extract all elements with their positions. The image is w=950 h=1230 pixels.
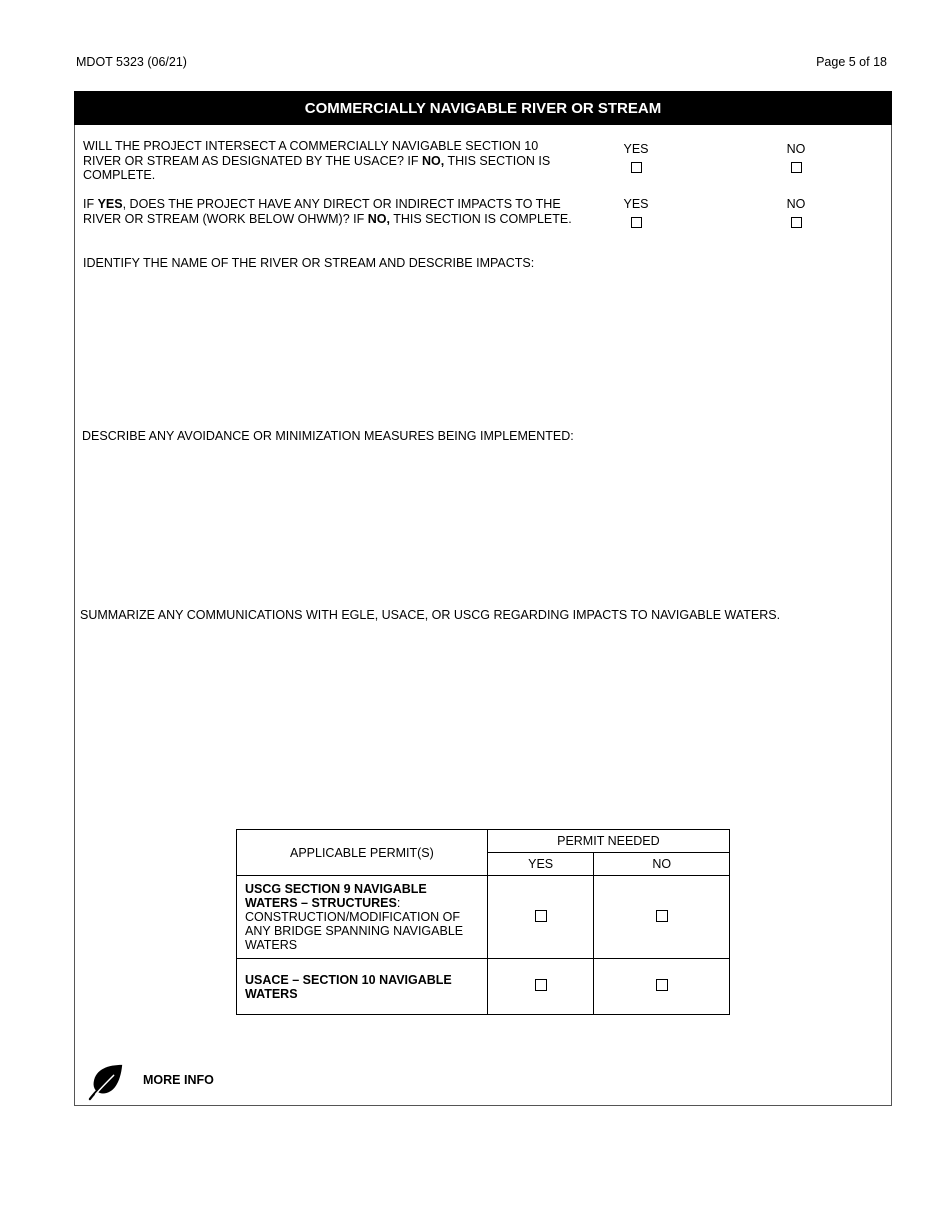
form-id: MDOT 5323 (06/21) [76, 55, 187, 69]
avoidance-label: DESCRIBE ANY AVOIDANCE OR MINIMIZATION MEASURES BEING IMPLEMENTED: [82, 429, 574, 443]
table-row [237, 959, 730, 1015]
q2-yes-label: YES [623, 197, 649, 211]
q2-no-option[interactable] [766, 197, 826, 231]
usace-no-cell[interactable] [594, 959, 730, 1015]
q2-no-checkbox[interactable] [791, 217, 802, 228]
applicable-permits-header: APPLICABLE PERMIT(S) [237, 830, 488, 876]
section-title: COMMERCIALLY NAVIGABLE RIVER OR STREAM [74, 91, 892, 125]
no-column-header: NO [594, 853, 730, 876]
uscg-no-checkbox[interactable] [656, 910, 668, 922]
uscg-yes-cell[interactable] [487, 876, 594, 959]
question-2: IF YES, DOES THE PROJECT HAVE ANY DIRECT OR INDIRECT IMPACTS TO THE RIVER OR STREAM (WORK BELOW OHWM)? IF NO, THIS SECTION IS COMPLETE. [83, 197, 572, 226]
permit-uscg-section-9: USCG SECTION 9 NAVIGABLE WATERS – STRUCTURES: CONSTRUCTION/MODIFICATION OF ANY BRIDGE SPANNING NAVIGABLE WATERS [237, 876, 488, 959]
usace-yes-cell[interactable] [487, 959, 594, 1015]
table-row [237, 876, 730, 959]
q1-yes-option[interactable] [606, 142, 666, 176]
permits-table [236, 829, 730, 1015]
q1-no-label: NO [786, 142, 806, 156]
q2-yes-checkbox[interactable] [631, 217, 642, 228]
page-number: Page 5 of 18 [816, 55, 887, 69]
q1-no-option[interactable] [766, 142, 826, 176]
usace-yes-checkbox[interactable] [535, 979, 547, 991]
permit-usace-section-10: USACE – SECTION 10 NAVIGABLE WATERS [237, 959, 488, 1015]
question-1: WILL THE PROJECT INTERSECT A COMMERCIALLY NAVIGABLE SECTION 10 RIVER OR STREAM AS DESIGNATED BY THE USACE? IF NO, THIS SECTION IS COMPLETE. [83, 139, 551, 182]
uscg-yes-checkbox[interactable] [535, 910, 547, 922]
more-info-link[interactable]: MORE INFO [143, 1073, 214, 1087]
table-header-row [237, 830, 730, 853]
uscg-no-cell[interactable] [594, 876, 730, 959]
q1-no-checkbox[interactable] [791, 162, 802, 173]
identify-label: IDENTIFY THE NAME OF THE RIVER OR STREAM AND DESCRIBE IMPACTS: [83, 256, 535, 270]
q2-no-label: NO [786, 197, 806, 211]
permit-needed-header: PERMIT NEEDED [487, 830, 729, 853]
summarize-label: SUMMARIZE ANY COMMUNICATIONS WITH EGLE, USACE, OR USCG REGARDING IMPACTS TO NAVIGABLE WATERS. [80, 608, 781, 622]
usace-no-checkbox[interactable] [656, 979, 668, 991]
q2-yes-option[interactable] [606, 197, 666, 231]
yes-column-header: YES [487, 853, 594, 876]
q1-yes-checkbox[interactable] [631, 162, 642, 173]
leaf-icon[interactable] [88, 1063, 126, 1101]
q1-yes-label: YES [623, 142, 649, 156]
